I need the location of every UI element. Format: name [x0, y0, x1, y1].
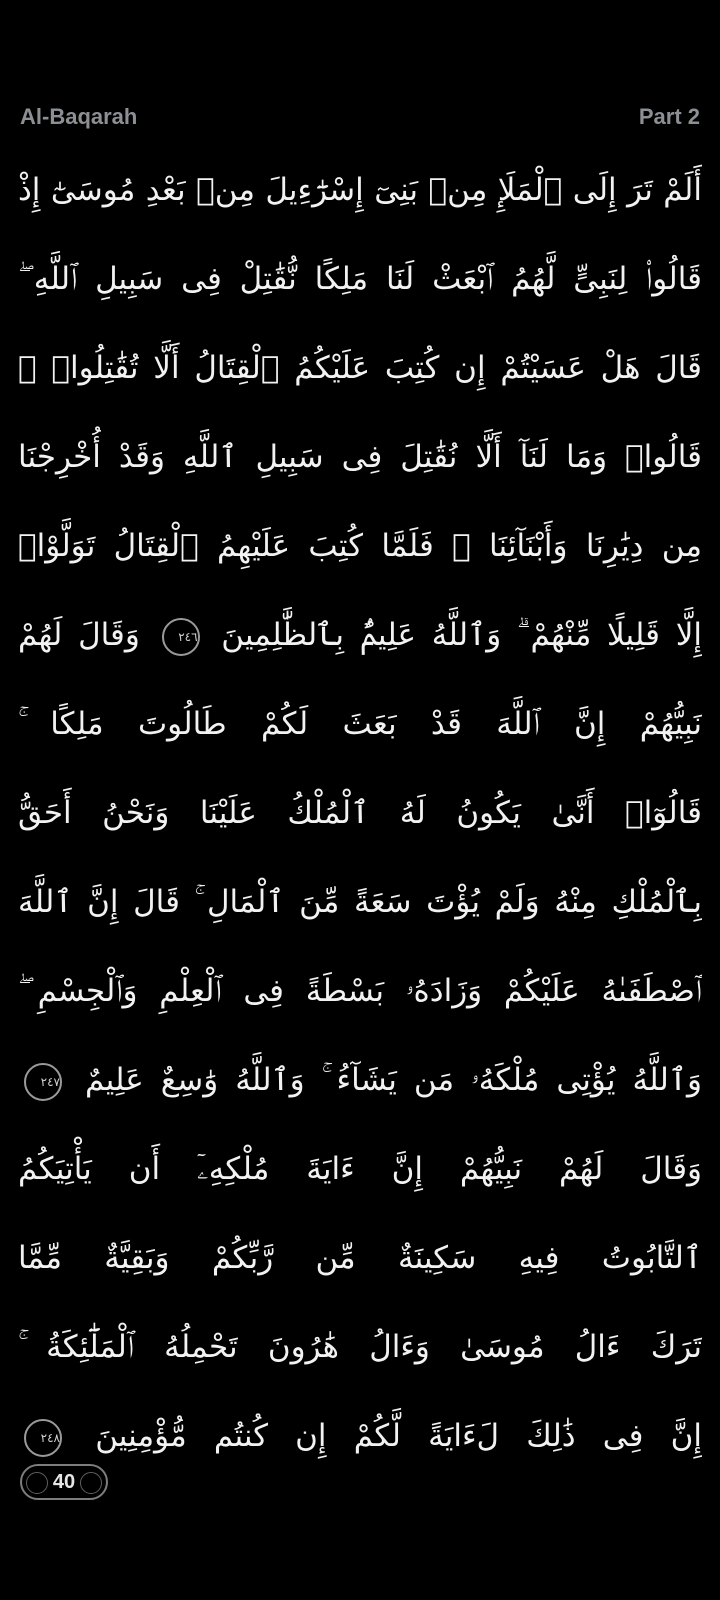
ayah-end-marker-icon: ٢٤٦: [162, 618, 200, 656]
verse-line: بِٱلْمُلْكِ مِنْهُ وَلَمْ يُؤْتَ سَعَةً مِّنَ ٱلْمَالِ ۚ قَالَ إِنَّ ٱللَّهَ: [18, 884, 702, 920]
verse-line: ٱصْطَفَىٰهُ عَلَيْكُمْ وَزَادَهُۥ بَسْطَةً فِى ٱلْعِلْمِ وَٱلْجِسْمِ ۖ: [18, 973, 702, 1009]
verse-line: إِنَّ فِى ذَٰلِكَ لَءَايَةً لَّكُمْ إِن كُنتُم مُّؤْمِنِينَ ٢٤٨: [18, 1392, 702, 1481]
verse-line: وَقَالَ لَهُمْ نَبِيُّهُمْ إِنَّ ءَايَةَ مُلْكِهِۦٓ أَن يَأْتِيَكُمُ: [18, 1151, 702, 1187]
verse-line: تَرَكَ ءَالُ مُوسَىٰ وَءَالُ هَٰرُونَ تَحْمِلُهُ ٱلْمَلَٰٓئِكَةُ ۚ: [18, 1329, 702, 1365]
verse-line: إِلَّا قَلِيلًا مِّنْهُمْ ۗ وَٱللَّهُ عَلِيمٌۢ بِٱلظَّٰلِمِينَ ٢٤٦ وَقَالَ لَهُمْ: [18, 591, 702, 680]
page-number-badge: [20, 1464, 108, 1500]
verse-line: قَالُوا۟ وَمَا لَنَآ أَلَّا نُقَٰتِلَ فِى سَبِيلِ ٱللَّهِ وَقَدْ أُخْرِجْنَا: [18, 439, 702, 475]
part-label: Part 2: [638, 104, 700, 129]
surah-name: Al-Baqarah: [20, 104, 138, 129]
verse-line: أَلَمْ تَرَ إِلَى ٱلْمَلَإِ مِنۢ بَنِىٓ إِسْرَٰٓءِيلَ مِنۢ بَعْدِ مُوسَىٰٓ إِذْ: [18, 172, 702, 208]
page-number: 40: [52, 1470, 76, 1493]
verse-line: نَبِيُّهُمْ إِنَّ ٱللَّهَ قَدْ بَعَثَ لَكُمْ طَالُوتَ مَلِكًا ۚ: [18, 706, 702, 742]
verse-line: وَٱللَّهُ يُؤْتِى مُلْكَهُۥ مَن يَشَآءُ ۚ وَٱللَّهُ وَٰسِعٌ عَلِيمٌ ٢٤٧: [18, 1036, 702, 1125]
ayah-end-marker-icon: ٢٤٧: [24, 1063, 62, 1101]
verse-line: مِن دِيَٰرِنَا وَأَبْنَآئِنَا ۖ فَلَمَّا كُتِبَ عَلَيْهِمُ ٱلْقِتَالُ تَوَلَّوْا۟: [18, 528, 702, 564]
verse-line: قَالُوٓا۟ أَنَّىٰ يَكُونُ لَهُ ٱلْمُلْكُ عَلَيْنَا وَنَحْنُ أَحَقُّ: [18, 795, 702, 831]
ayah-end-marker-icon: ٢٤٨: [24, 1419, 62, 1457]
page-header: [20, 100, 700, 134]
quran-page-text[interactable]: [18, 146, 702, 1454]
verse-line: ٱلتَّابُوتُ فِيهِ سَكِينَةٌ مِّن رَّبِّكُمْ وَبَقِيَّةٌ مِّمَّا: [18, 1240, 702, 1276]
verse-line: قَالَ هَلْ عَسَيْتُمْ إِن كُتِبَ عَلَيْكُمُ ٱلْقِتَالُ أَلَّا تُقَٰتِلُوا۟ ۖ: [18, 350, 702, 386]
verse-line: قَالُوا۟ لِنَبِىٍّ لَّهُمُ ٱبْعَثْ لَنَا مَلِكًا نُّقَٰتِلْ فِى سَبِيلِ ٱللَّهِ ۖ: [18, 261, 702, 297]
